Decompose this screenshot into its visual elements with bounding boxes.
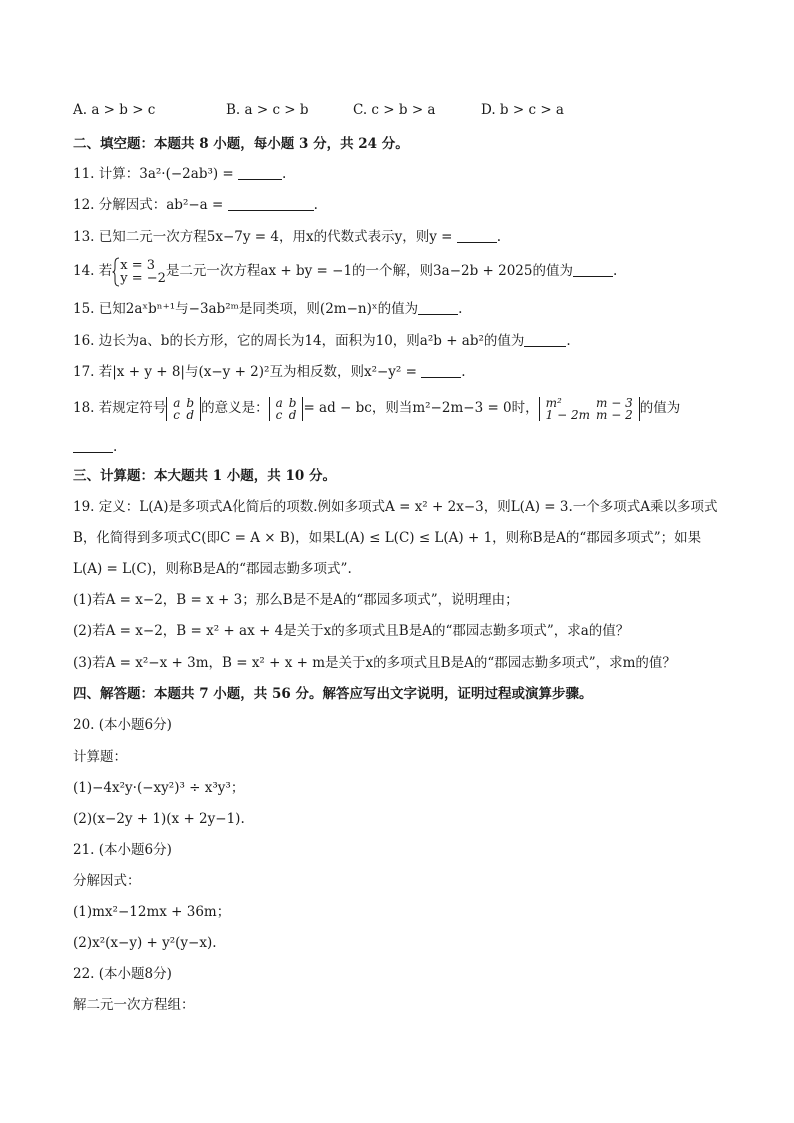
q19-part3: (3)若A = x²−x + 3m，B = x² + x + m是关于x的多项式且B是A的“郡园志勤多项式”，求m的值？ bbox=[73, 655, 676, 671]
option-b: B. a > c > b bbox=[226, 102, 309, 118]
option-d: D. b > c > a bbox=[481, 102, 564, 118]
q19-part1: (1)若A = x−2，B = x + 3；那么B是不是A的“郡园多项式”，说明理由； bbox=[73, 592, 519, 608]
det2-d: d bbox=[288, 407, 297, 422]
question-13 bbox=[73, 227, 501, 247]
q19-part2: (2)若A = x−2，B = x² + ax + 4是关于x的多项式且B是A的“郡园志勤多项式”，求a的值？ bbox=[73, 623, 630, 639]
det-d: d bbox=[186, 407, 195, 422]
q21-header: 21. (本小题6分) bbox=[73, 842, 172, 858]
det3-d: m − 2 bbox=[596, 407, 633, 422]
section-3-title: 三、计算题：本大题共 1 小题，共 10 分。 bbox=[73, 468, 336, 484]
q14-system-top: x = 3 bbox=[120, 257, 156, 273]
left-brace-icon bbox=[112, 257, 120, 287]
question-11 bbox=[73, 164, 286, 184]
q17-suffix: . bbox=[461, 364, 466, 380]
q11-answer-blank[interactable] bbox=[238, 165, 282, 180]
det-a: a bbox=[173, 395, 181, 410]
q12-text: 12. 分解因式：ab²−a = bbox=[73, 197, 224, 213]
det3-a: m² bbox=[545, 395, 562, 410]
section-2-title: 二、填空题：本题共 8 小题，每小题 3 分，共 24 分。 bbox=[73, 136, 409, 152]
question-18-line2 bbox=[73, 437, 117, 457]
q16-suffix: . bbox=[566, 333, 571, 349]
q20-part2: (2)(x−2y + 1)(x + 2y−1). bbox=[73, 811, 245, 827]
det3-c: 1 − 2m bbox=[545, 407, 590, 422]
q17-text: 17. 若|x + y + 8|与(x−y + 2)²互为相反数，则x²−y² = bbox=[73, 364, 417, 380]
det2-b: b bbox=[288, 395, 297, 410]
q16-text: 16. 边长为a、b的长方形，它的周长为14，面积为10，则a²b + ab²的值为 bbox=[73, 333, 525, 349]
question-14 bbox=[73, 256, 617, 287]
q11-text: 11. 计算：3a²·(−2ab³) = bbox=[73, 166, 234, 182]
det-c: c bbox=[173, 407, 180, 422]
q11-suffix: . bbox=[282, 166, 287, 182]
det3-b: m − 3 bbox=[596, 395, 633, 410]
q14-answer-blank[interactable] bbox=[573, 262, 613, 277]
q15-answer-blank[interactable] bbox=[418, 300, 458, 315]
q21-intro: 分解因式： bbox=[73, 873, 141, 889]
q14-suffix: . bbox=[613, 263, 618, 279]
q18-determinant-example bbox=[269, 397, 304, 421]
option-c: C. c > b > a bbox=[353, 102, 436, 118]
option-a: A. a > b > c bbox=[73, 102, 156, 118]
q13-suffix: . bbox=[496, 229, 502, 245]
q18-suffix: . bbox=[113, 439, 118, 455]
det2-c: c bbox=[275, 407, 283, 422]
q13-answer-blank[interactable] bbox=[457, 228, 497, 243]
q20-intro: 计算题： bbox=[73, 749, 127, 765]
question-16 bbox=[73, 331, 571, 351]
q21-part2: (2)x²(x−y) + y²(y−x). bbox=[73, 935, 217, 951]
q12-suffix: . bbox=[313, 197, 318, 213]
q15-suffix: . bbox=[458, 301, 463, 317]
q22-header: 22. (本小题8分) bbox=[73, 966, 172, 982]
section-4-title: 四、解答题：本题共 7 小题，共 56 分。解答应写出文字说明，证明过程或演算步骤。 bbox=[73, 686, 593, 702]
q13-text: 13. 已知二元一次方程5x−7y = 4，用x的代数式表示y，则y = bbox=[73, 229, 453, 245]
q20-header: 20. (本小题6分) bbox=[73, 717, 172, 733]
q17-answer-blank[interactable] bbox=[421, 363, 461, 378]
q18-tail: 的值为 bbox=[639, 400, 681, 416]
question-15 bbox=[73, 299, 462, 319]
q19-line2: B，化简得到多项式C(即C = A × B)，如果L(A) ≤ L(C) ≤ L(A) + 1，则称B是A的“郡园多项式”；如果 bbox=[73, 530, 702, 546]
q18-mid1: 的意义是： bbox=[201, 400, 269, 416]
q19-line3: L(A) = L(C)，则称B是A的“郡园志勤多项式”. bbox=[73, 561, 352, 577]
question-17 bbox=[73, 362, 466, 382]
q18-determinant-question bbox=[539, 397, 640, 421]
q14-equation-system bbox=[120, 259, 166, 285]
det2-a: a bbox=[275, 395, 283, 410]
q18-prefix: 18. 若规定符号 bbox=[73, 400, 167, 416]
det-b: b bbox=[186, 395, 195, 410]
q14-text: 是二元一次方程ax + by = −1的一个解，则3a−2b + 2025的值为 bbox=[165, 263, 573, 279]
q18-answer-blank[interactable] bbox=[73, 438, 113, 453]
q15-text: 15. 已知2aˣbⁿ⁺¹与−3ab²ᵐ是同类项，则(2m−n)ˣ的值为 bbox=[73, 301, 419, 317]
q19-line1: 19. 定义：L(A)是多项式A化简后的项数.例如多项式A = x² + 2x−3，则L(A) = 3.一个多项式A乘以多项式 bbox=[73, 499, 718, 515]
q20-part1: (1)−4x²y·(−xy²)³ ÷ x³y³； bbox=[73, 780, 245, 796]
q21-part1: (1)mx²−12mx + 36m； bbox=[73, 904, 231, 920]
q16-answer-blank[interactable] bbox=[524, 332, 566, 347]
q22-intro: 解二元一次方程组： bbox=[73, 997, 195, 1013]
q18-determinant-definition bbox=[166, 397, 201, 421]
q12-answer-blank[interactable] bbox=[228, 196, 314, 211]
question-18 bbox=[73, 393, 680, 423]
question-12 bbox=[73, 195, 318, 215]
q18-mid2: = ad − bc，则当m²−2m−3 = 0时， bbox=[303, 400, 539, 416]
q14-prefix: 14. 若 bbox=[73, 263, 113, 279]
q14-system-bottom: y = −2 bbox=[120, 270, 166, 286]
